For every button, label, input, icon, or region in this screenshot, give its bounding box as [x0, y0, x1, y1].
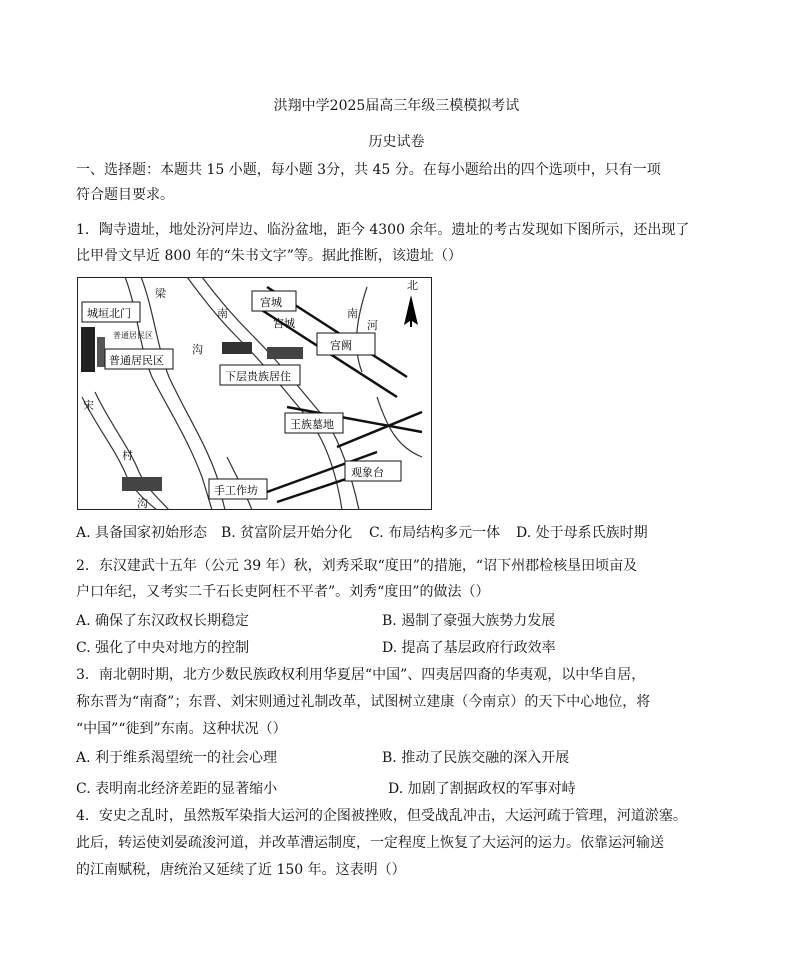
- question-text: 的江南赋税，唐统治又延续了近 150 年。这表明（）: [76, 862, 406, 878]
- intro-line: 一、选择题：本题共 15 小题，每小题 3分，共 45 分。在每小题给出的四个选项中，只有一项: [76, 162, 661, 178]
- option-d[interactable]: D. 加剧了割据政权的军事对峙: [388, 781, 576, 797]
- box-royal-tombs: 王族墓地: [290, 418, 334, 431]
- label-liang: 梁: [155, 287, 166, 300]
- option-a[interactable]: A. 利于维系渴望统一的社会心理: [76, 750, 278, 766]
- label-gou: 沟: [137, 497, 148, 510]
- question-text: 称东晋为“南裔”；东晋、刘宋则通过礼制改革，试图树立建康（今南京）的天下中心地位，将: [76, 694, 651, 710]
- question-text: 户口年纪，又考实二千石长吏阿枉不平者”。刘秀“度田”的做法（）: [76, 584, 490, 600]
- question-text: 1．陶寺遗址，地处汾河岸边、临汾盆地，距今 4300 余年。遗址的考古发现如下图所示，还出现了: [76, 222, 690, 238]
- taosi-site-map: [77, 277, 432, 510]
- option-d[interactable]: D. 处于母系氏族时期: [516, 525, 648, 541]
- box-palace-hall: 宫阙: [330, 339, 352, 352]
- question-text: 3．南北朝时期，北方少数民族政权利用华夏居“中国”、四夷居四裔的华夷观，以中华自居，: [76, 667, 646, 683]
- option-b[interactable]: B. 遏制了豪强大族势力发展: [382, 613, 556, 629]
- option-c[interactable]: C. 强化了中央对地方的控制: [76, 640, 250, 656]
- label-gou: 沟: [192, 343, 203, 356]
- option-b[interactable]: B. 贫富阶层开始分化: [221, 525, 353, 541]
- label-song: 宋: [83, 399, 94, 412]
- box-observatory: 观象台: [351, 466, 384, 479]
- option-b[interactable]: B. 推动了民族交融的深入开展: [382, 750, 570, 766]
- option-a[interactable]: A. 具备国家初始形态: [76, 525, 208, 541]
- question-text: 4．安史之乱时，虽然叛军染指大运河的企图被挫败，但受战乱冲击，大运河疏于管理，河道淤塞。: [76, 808, 687, 824]
- box-lower-nobles: 下层贵族居住: [225, 370, 291, 383]
- label-he: 河: [367, 319, 378, 332]
- box-city-gate: 城垣北门: [87, 307, 131, 320]
- label-nan: 南: [347, 307, 358, 320]
- box-palace-city: 宫城: [260, 296, 282, 309]
- question-text: 比甲骨文早近 800 年的“朱书文字”等。据此推断，该遗址（）: [76, 248, 462, 264]
- intro-line: 符合题目要求。: [76, 187, 174, 203]
- option-c[interactable]: C. 表明南北经济差距的显著缩小: [76, 781, 278, 797]
- question-text: 此后，转运使刘晏疏浚河道，并改革漕运制度，一定程度上恢复了大运河的运力。依靠运河输送: [76, 835, 664, 851]
- label-cun: 村: [122, 449, 133, 462]
- option-a[interactable]: A. 确保了东汉政权长期稳定: [76, 613, 250, 629]
- box-workshop: 手工作坊: [214, 484, 258, 497]
- exam-subtitle: 历史试卷: [368, 134, 425, 150]
- option-d[interactable]: D. 提高了基层政府行政效率: [382, 640, 556, 656]
- box-residential: 普通居民区: [109, 354, 164, 367]
- label-palace-city: 宫城: [273, 317, 295, 330]
- label-nan: 南: [217, 307, 228, 320]
- question-text: “中国”“徙到”东南。这种状况（）: [76, 721, 287, 737]
- label-small-residential: 普通居民区: [113, 331, 153, 340]
- option-c[interactable]: C. 布局结构多元一体: [369, 525, 501, 541]
- exam-title: 洪翔中学2025届高三年级三模模拟考试: [273, 98, 520, 114]
- north-label: 北: [407, 279, 418, 292]
- question-text: 2．东汉建武十五年（公元 39 年）秋，刘秀采取“度田”的措施，“诏下州郡检核垦田顷亩及: [76, 558, 638, 574]
